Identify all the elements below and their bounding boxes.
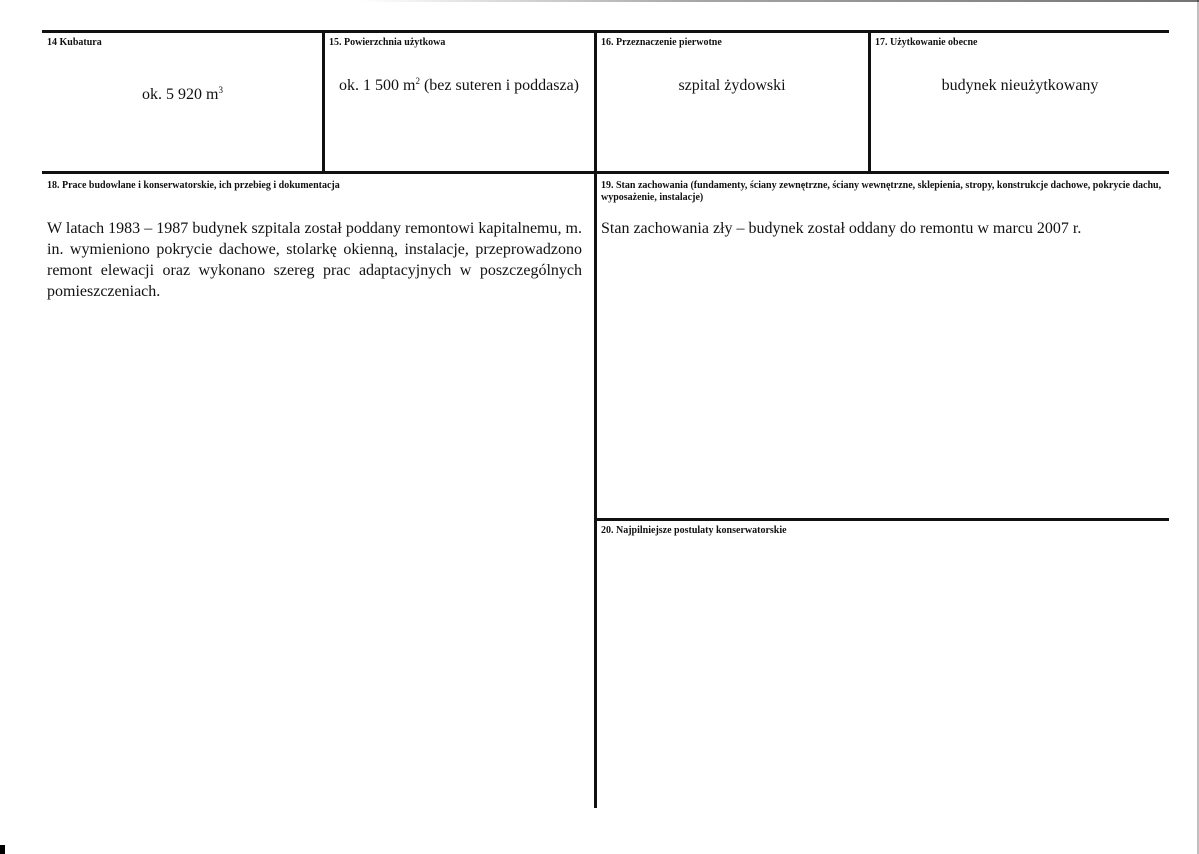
field-15-value-b: (bez suteren i poddasza): [419, 77, 579, 94]
divider-18-19: [594, 173, 597, 808]
scan-edge-top: [360, 0, 1199, 2]
field-14-value-text: ok. 5 920 m: [142, 86, 219, 103]
field-14-value-sup: 3: [218, 85, 223, 95]
field-19-label: 19. Stan zachowania (fundamenty, ściany zewnętrzne, ściany wewnętrzne, sklepienia, stropy, konstrukcje dachowe, pokrycie dachu, wyposażenie, instalacje): [601, 180, 1162, 203]
field-15-value-a: ok. 1 500 m: [339, 77, 416, 94]
divider-16-17: [868, 31, 871, 173]
field-16-label: 16. Przeznaczenie pierwotne: [601, 37, 722, 48]
field-14-label: 14 Kubatura: [47, 37, 102, 48]
scan-corner-mark: [0, 845, 5, 854]
field-15-value: [326, 76, 592, 96]
field-17-label: 17. Użytkowanie obecne: [875, 37, 978, 48]
field-20-label: 20. Najpilniejsze postulaty konserwatorskie: [601, 525, 787, 536]
field-16-value: szpital żydowski: [678, 77, 786, 94]
field-17-value: budynek nieużytkowany: [941, 77, 1099, 94]
divider-15-16: [594, 31, 597, 173]
top-rule: [42, 30, 1169, 33]
divider-14-15: [322, 31, 325, 173]
field-14-value: [45, 85, 320, 105]
row-rule: [42, 171, 1169, 174]
field-19-text: Stan zachowania zły – budynek został oddany do remontu w marcu 2007 r.: [601, 220, 1082, 237]
field-15-value-sup: 2: [415, 76, 420, 86]
rule-field-20: [596, 518, 1169, 521]
field-18-label: 18. Prace budowlane i konserwatorskie, ich przebieg i dokumentacja: [47, 180, 340, 191]
field-15-label: 15. Powierzchnia użytkowa: [329, 37, 446, 48]
field-18-text: W latach 1983 – 1987 budynek szpitala został poddany remontowi kapitalnemu, m. in. wymieniono pokrycie dachowe, stolarkę okienną, instalacje, przeprowadzono remont elewacji oraz wykonano szereg prac adaptacyjnych w poszczególnych pomieszczeniach.: [47, 220, 582, 300]
